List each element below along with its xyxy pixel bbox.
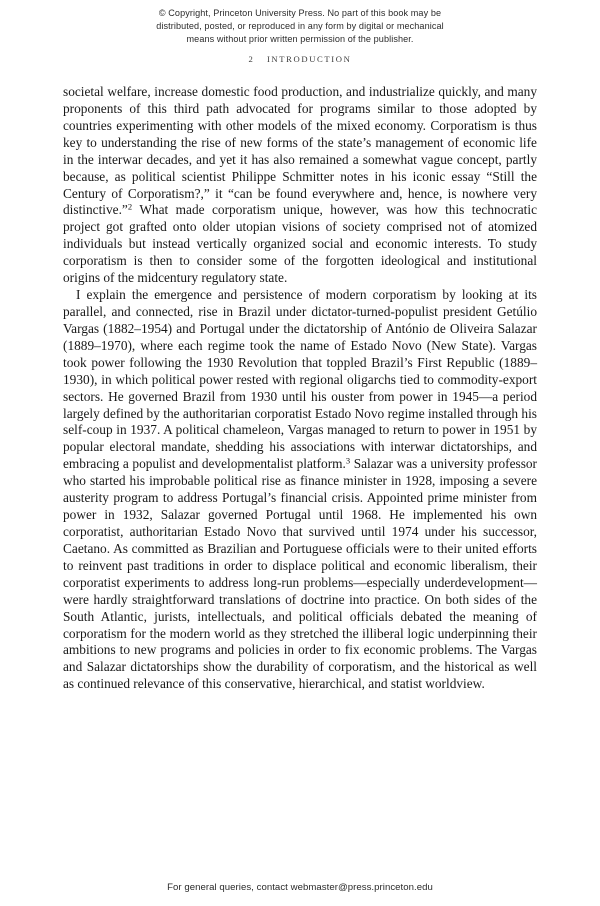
footer-contact-text: For general queries, contact webmaster@press.princeton.edu [167,882,433,893]
copyright-notice [0,7,600,47]
running-head [0,54,600,64]
footnote-marker-2[interactable]: 2 [127,202,133,213]
paragraph-1 [63,84,537,287]
paragraph-1-part-2: What made corporatism unique, however, was how this technocratic project got grafted onto older utopian visions of society comprised not of atomized individuals but instead vertically organized social and economic interests. To study corporatism is then to consider some of the forgotten ideological and institutional origins of the midcentury regulatory state. [63,202,537,286]
running-head-title: INTRODUCTION [266,54,352,64]
page-footer [0,882,600,893]
paragraph-2-part-2: Salazar was a university professor who started his improbable political rise as finance minister in 1928, imposing a severe austerity program to address Portugal’s financial crisis. Appointed prime minister from power in 1932, Salazar governed Portugal until 1968. He implemented his own corporatist, authoritarian Estado Novo that survived until 1974 under his successor, Caetano. As committed as Brazilian and Portuguese officials were to their united efforts to reinvent past traditions in order to displace political and economic liberalism, their corporatist experiments to address long-run problems—especially underdevelopment—were hardly straightforward translations of doctrine into practice. On both sides of the South Atlantic, jurists, intellectuals, and political officials debated the meaning of corporatism for the modern world as they stretched the illiberal logic underpinning their ambitions to new programs and policies in order to fix economic problems. The Vargas and Salazar dictatorships show the durability of corporatism, and the historical as well as continued relevance of this conservative, hierarchical, and statist worldview. [63,456,537,692]
copyright-notice-line-3: means without prior written permission of the publisher. [186,34,414,45]
paragraph-2-part-1: I explain the emergence and persistence of modern corporatism by looking at its parallel, and connected, rise in Brazil under dictator-turned-populist president Getúlio Vargas (1882–1954) and Portugal under the dictatorship of António de Oliveira Salazar (1889–1970), where each regime took the name of Estado Novo (New State). Vargas took power following the 1930 Revolution that toppled Brazil’s First Republic (1889–1930), in which political power rested with regional oligarchs tied to commodity-export sectors. He governed Brazil from 1930 until his ouster from power in 1945—a period largely defined by the authoritarian corporatist Estado Novo regime installed through his self-coup in 1937. A political chameleon, Vargas managed to return to power in 1951 by popular electoral mandate, shedding his associations with interwar dictatorships, and embracing a populist and developmentalist platform. [63,287,537,472]
body-text-block [63,84,537,693]
footnote-marker-3[interactable]: 3 [345,455,351,466]
copyright-notice-line-2: distributed, posted, or reproduced in any form by digital or mechanical [156,21,444,32]
paragraph-1-part-1: societal welfare, increase domestic food production, and industrialize quickly, and many proponents of this third path advocated for programs similar to those adopted by countries experimenting with other models of the mixed economy. Corporatism is thus key to understanding the rise of new forms of the state’s management of economic life in the interwar decades, and yet it has also remained a somewhat vague concept, partly because, as political scientist Philippe Schmitter notes in his iconic essay “Still the Century of Corporatism?,” it “can be found everywhere and, hence, is nowhere very distinctive.” [63,84,537,218]
paragraph-2 [63,287,537,693]
page-number: 2 [248,54,255,64]
copyright-notice-line-1: © Copyright, Princeton University Press. No part of this book may be [158,8,442,18]
